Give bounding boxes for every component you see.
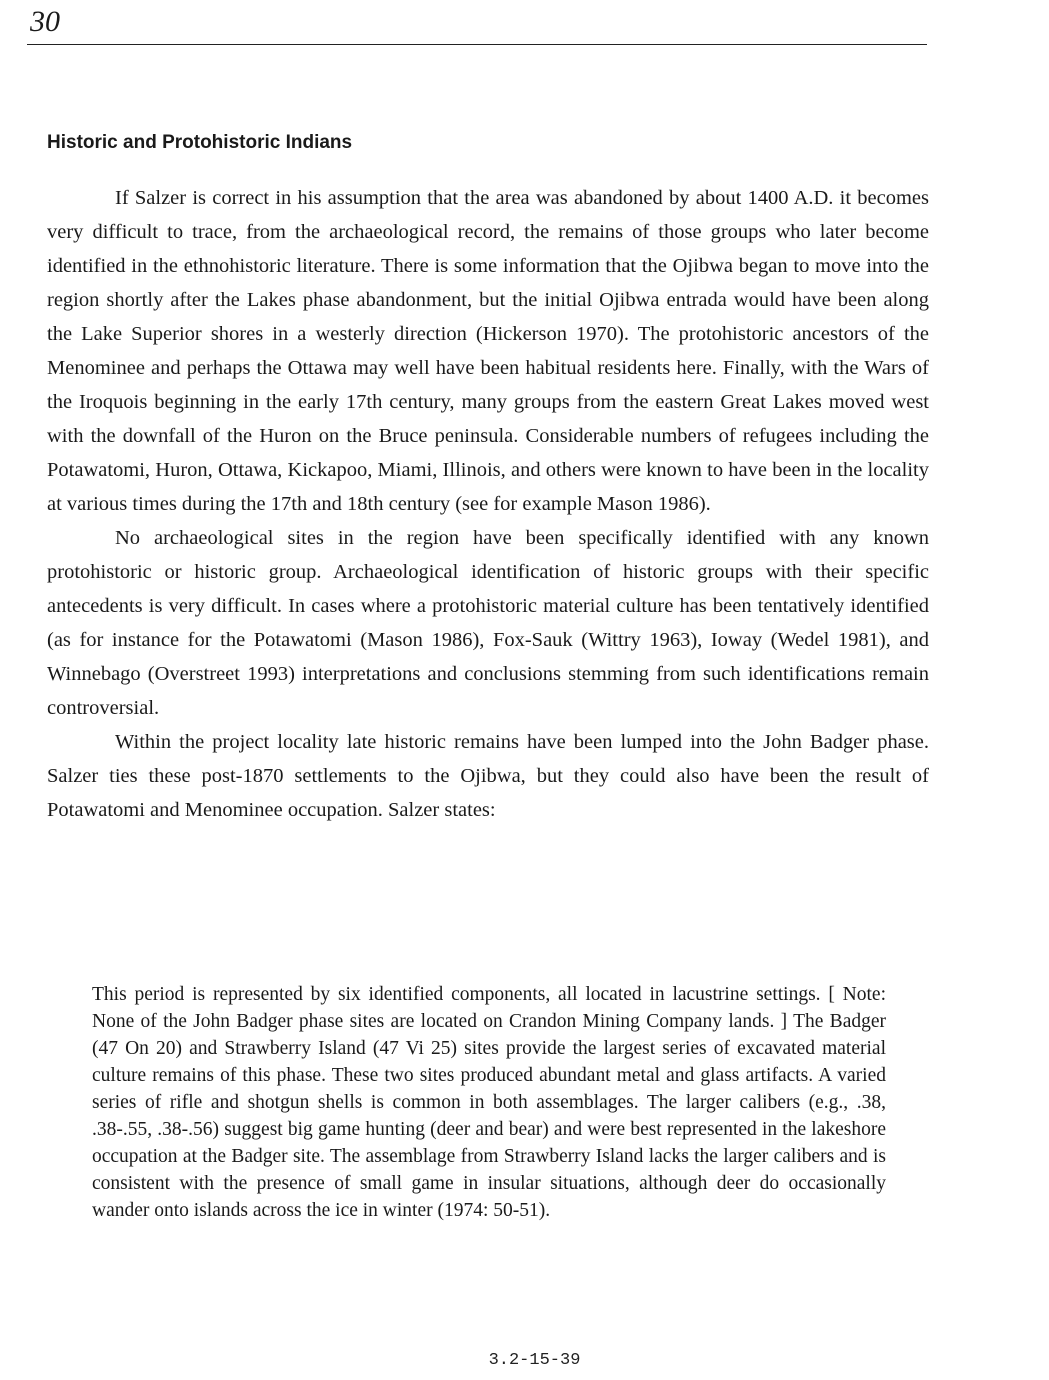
paragraph-1: If Salzer is correct in his assumption that the area was abandoned by about 1400 A.D. it becomes very difficult to trace, from the archaeological record, the remains of those groups who later become identified in the ethnohistoric literature. There is some information that the Ojibwa began to move into the region shortly after the Lakes phase abandonment, but the initial Ojibwa entrada would have been along the Lake Superior shores in a westerly direction (Hickerson 1970). The protohistoric ancestors of the Menominee and perhaps the Ottawa may well have been habitual residents here. Finally, with the Wars of the Iroquois beginning in the early 17th century, many groups from the eastern Great Lakes moved west with the downfall of the Huron on the Bruce peninsula. Considerable numbers of refugees including the Potawatomi, Huron, Ottawa, Kickapoo, Miami, Illinois, and others were known to have been in the locality at various times during the 17th and 18th century (see for example Mason 1986). (47, 187, 929, 515)
page-number: 30 (30, 5, 60, 38)
section-heading: Historic and Protohistoric Indians (47, 132, 353, 153)
block-quote (92, 981, 886, 1224)
paragraph-2: No archaeological sites in the region have been specifically identified with any known protohistoric or historic group. Archaeological identification of historic groups with their specific antecedents is very difficult. In cases where a protohistoric material culture has been tentatively identified (as for instance for the Potawatomi (Mason 1986), Fox-Sauk (Wittry 1963), Ioway (Wedel 1981), and Winnebago (Overstreet 1993) interpretations and conclusions stemming from such identifications remain controversial. (47, 527, 929, 719)
header-rule (27, 44, 927, 45)
document-code: 3.2-15-39 (488, 1351, 581, 1370)
body-text (47, 181, 929, 827)
quote-text: This period is represented by six identified components, all located in lacustrine settings. [ Note: None of the John Badger phase sites are located on Crandon Mining Company lands. ] The Badger (47 On 20) and Strawberry Island (47 Vi 25) sites provide the largest series of excavated material culture remains of this phase. These two sites produced abundant metal and glass artifacts. A varied series of rifle and shotgun shells is common in both assemblages. The larger calibers (e.g., .38, .38-.55, .38-.56) suggest big game hunting (deer and bear) and were best represented in the lakeshore occupation at the Badger site. The assemblage from Strawberry Island lacks the larger calibers and is consistent with the presence of small game in insular situations, although deer do occasionally wander onto islands across the ice in winter (1974: 50-51). (92, 984, 886, 1221)
paragraph-3: Within the project locality late historic remains have been lumped into the John Badger phase. Salzer ties these post-1870 settlements to the Ojibwa, but they could also have been the result of Potawatomi and Menominee occupation. Salzer states: (47, 731, 929, 821)
